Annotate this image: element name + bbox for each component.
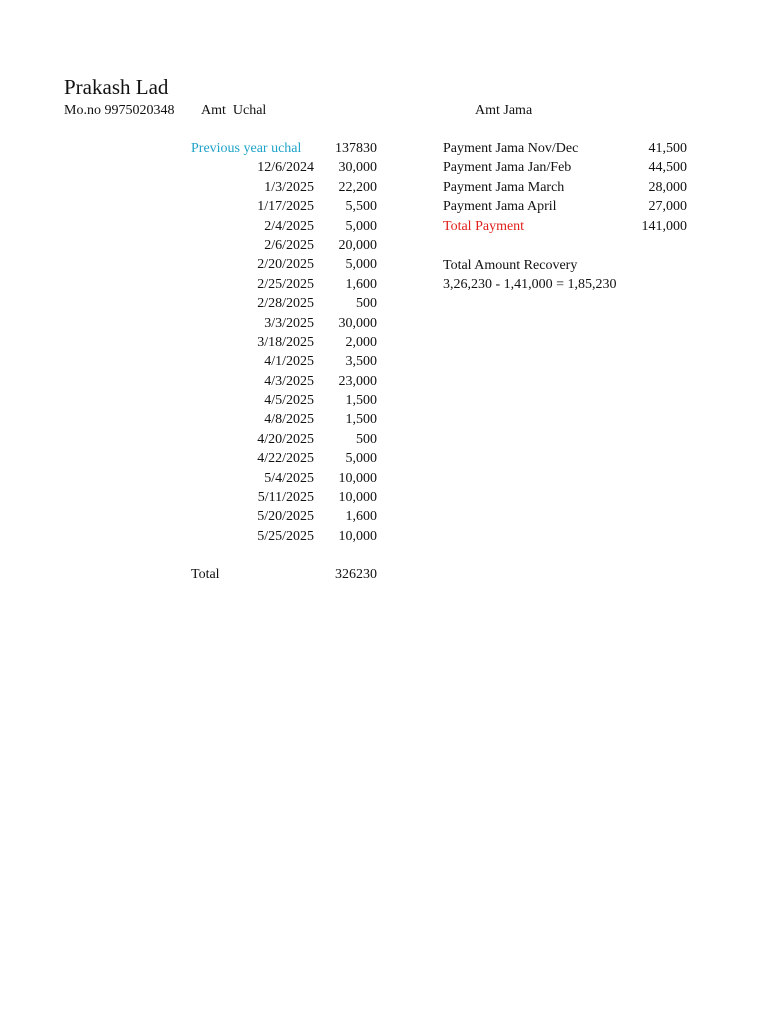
uchal-entry-date: 3/18/2025 [257, 334, 314, 350]
uchal-entry-amount: 1,500 [345, 412, 377, 428]
uchal-entry-amount: 2,000 [345, 334, 377, 350]
uchal-entry-amount: 20,000 [338, 237, 377, 253]
uchal-entry-row [150, 430, 380, 449]
uchal-entry-date: 4/20/2025 [257, 431, 314, 447]
uchal-entry-date: 2/6/2025 [264, 237, 314, 253]
uchal-entry-amount: 10,000 [338, 470, 377, 486]
previous-year-row [150, 139, 380, 158]
uchal-entry-date: 12/6/2024 [257, 160, 314, 176]
uchal-entry-amount: 30,000 [338, 315, 377, 331]
jama-payment-label: Payment Jama Jan/Feb [443, 160, 572, 176]
uchal-entry-amount: 500 [356, 431, 377, 447]
uchal-entry-amount: 10,000 [338, 528, 377, 544]
total-payment-row [443, 217, 689, 236]
jama-payment-amount: 27,000 [648, 199, 687, 215]
uchal-entry-row [150, 236, 380, 255]
uchal-entry-amount: 5,000 [345, 257, 377, 273]
total-payment-label: Total Payment [443, 218, 525, 234]
uchal-entry-row [150, 178, 380, 197]
uchal-entry-date: 2/4/2025 [264, 218, 314, 234]
jama-payment-row [443, 139, 689, 158]
uchal-entry-date: 2/25/2025 [257, 276, 314, 292]
uchal-entry-row [150, 158, 380, 177]
uchal-entry-row [150, 314, 380, 333]
uchal-total-label: Total [191, 567, 220, 582]
customer-name: Prakash Lad [64, 75, 169, 99]
jama-payment-amount: 44,500 [648, 160, 687, 176]
uchal-entry-row [150, 410, 380, 429]
jama-payment-row [443, 158, 689, 177]
total-payment-amount: 141,000 [641, 218, 687, 234]
uchal-table [150, 139, 380, 546]
uchal-entry-row [150, 255, 380, 274]
jama-table [443, 139, 689, 236]
uchal-entry-amount: 1,600 [345, 509, 377, 525]
uchal-entry-row [150, 507, 380, 526]
uchal-entry-amount: 5,000 [345, 218, 377, 234]
uchal-entry-amount: 5,000 [345, 451, 377, 467]
uchal-entry-row [150, 352, 380, 371]
uchal-entry-date: 4/8/2025 [264, 412, 314, 428]
jama-payment-label: Payment Jama Nov/Dec [443, 141, 579, 156]
uchal-entry-row [150, 275, 380, 294]
uchal-heading: Amt Uchal [201, 103, 267, 118]
uchal-entry-date: 2/28/2025 [257, 296, 314, 312]
uchal-entry-date: 5/4/2025 [264, 470, 314, 486]
uchal-entry-amount: 30,000 [338, 160, 377, 176]
uchal-entry-row [150, 469, 380, 488]
uchal-entry-row [150, 197, 380, 216]
uchal-entry-row [150, 372, 380, 391]
uchal-entry-row [150, 449, 380, 468]
jama-payment-amount: 28,000 [648, 179, 687, 195]
uchal-entry-date: 4/5/2025 [264, 393, 314, 409]
uchal-entry-amount: 5,500 [345, 199, 377, 215]
uchal-entry-date: 5/20/2025 [257, 509, 314, 525]
uchal-entry-date: 3/3/2025 [264, 315, 314, 331]
uchal-entry-amount: 3,500 [345, 354, 377, 370]
uchal-entry-date: 5/11/2025 [257, 490, 314, 506]
uchal-total-row [150, 565, 380, 584]
jama-payment-row [443, 178, 689, 197]
uchal-entry-date: 5/25/2025 [257, 528, 314, 544]
uchal-entry-amount: 500 [356, 296, 377, 312]
uchal-entry-row [150, 294, 380, 313]
uchal-entry-date: 4/3/2025 [264, 373, 314, 389]
jama-heading: Amt Jama [475, 103, 533, 118]
jama-payment-row [443, 197, 689, 216]
previous-year-label: Previous year uchal [191, 141, 302, 156]
uchal-entry-date: 2/20/2025 [257, 257, 314, 273]
uchal-entry-date: 4/1/2025 [264, 354, 314, 370]
jama-payment-label: Payment Jama March [443, 179, 565, 195]
uchal-entry-date: 1/3/2025 [264, 179, 314, 195]
mobile-number: Mo.no 9975020348 [64, 103, 175, 118]
recovery-block [443, 256, 617, 295]
uchal-entry-amount: 22,200 [338, 179, 377, 195]
uchal-entry-row [150, 488, 380, 507]
uchal-entry-date: 4/22/2025 [257, 451, 314, 467]
previous-year-amount: 137830 [335, 141, 377, 156]
jama-payment-label: Payment Jama April [443, 199, 557, 215]
uchal-entry-amount: 23,000 [338, 373, 377, 389]
uchal-entry-row [150, 217, 380, 236]
uchal-entry-row [150, 527, 380, 546]
uchal-entry-amount: 1,600 [345, 276, 377, 292]
uchal-entry-row [150, 391, 380, 410]
uchal-entry-amount: 10,000 [338, 490, 377, 506]
uchal-entry-row [150, 333, 380, 352]
uchal-entry-date: 1/17/2025 [257, 199, 314, 215]
recovery-label: Total Amount Recovery [443, 258, 578, 273]
uchal-total-amount: 326230 [335, 567, 377, 582]
recovery-formula: 3,26,230 - 1,41,000 = 1,85,230 [443, 277, 617, 293]
jama-payment-amount: 41,500 [648, 141, 687, 156]
uchal-entry-amount: 1,500 [345, 393, 377, 409]
